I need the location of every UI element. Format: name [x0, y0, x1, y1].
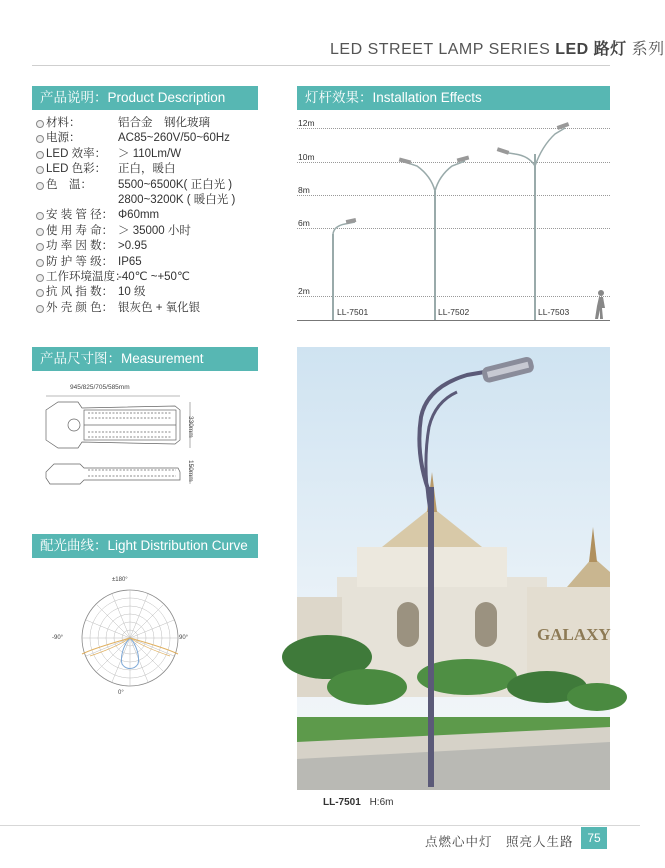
spec-label: 工作环境温度： [46, 270, 127, 283]
spec-label: LED 效率： [46, 147, 107, 160]
lamp-technical-drawing [40, 380, 200, 490]
spec-label: 色 温： [46, 178, 92, 191]
spec-row [36, 131, 276, 146]
series-title-cn: 系列 [631, 41, 665, 58]
series-title [330, 36, 665, 59]
bullet-icon [36, 305, 44, 313]
page-number: 75 [581, 827, 607, 849]
pole-ll-7501 [333, 218, 356, 320]
caption-height: H:6m [369, 797, 394, 808]
person-scale-icon [595, 290, 605, 319]
bullet-icon [36, 243, 44, 251]
bullet-icon [36, 151, 44, 159]
model-label-ll-7501: LL-7501 [337, 307, 369, 317]
spec-label: 抗 风 指 数： [46, 286, 114, 299]
bullet-icon [36, 166, 44, 174]
footer-slogan: 点燃心中灯 照亮人生路 [425, 835, 574, 849]
height-label-6m: 6m [298, 218, 310, 228]
poles-illustration [297, 116, 610, 322]
spec-row [36, 270, 276, 285]
light-curve-header: 配光曲线：Light Distribution Curve [32, 534, 258, 558]
bullet-icon [36, 228, 44, 236]
spec-label: 防 护 等 级： [46, 255, 114, 268]
bullet-icon [36, 289, 44, 297]
spec-row [36, 147, 276, 162]
photo-caption [323, 797, 393, 808]
spec-value: 铝合金 钢化玻璃 [118, 117, 210, 129]
spec-row [36, 224, 276, 239]
spec-value: ˃0.95 [118, 240, 148, 253]
spec-value: IP65 [118, 255, 142, 268]
installation-effects-header: 灯杆效果：Installation Effects [297, 86, 610, 110]
polar-bottom-label: 0° [118, 690, 124, 696]
length-dimension-label: 945/825/705/585mm [70, 384, 130, 391]
header-divider [32, 65, 610, 66]
measurement-header: 产品尺寸图：Measurement [32, 347, 258, 371]
spec-row [36, 301, 276, 316]
bullet-icon [36, 182, 44, 190]
polar-left-label: -90° [52, 635, 64, 641]
model-label-ll-7503: LL-7503 [538, 307, 570, 317]
spec-label: 材料： [46, 117, 81, 129]
height-label-12m: 12m [298, 118, 315, 128]
spec-row [36, 208, 276, 223]
spec-value: 2800~3200K ( 暖白光 ) [118, 193, 236, 206]
light-distribution-polar [52, 577, 200, 700]
lamp-side-view [46, 464, 180, 484]
polar-right-label: 90° [179, 635, 189, 641]
building-sign-text: GALAXY [537, 625, 611, 644]
product-description-header: 产品说明：Product Description [32, 86, 258, 110]
spec-value: 10 级 [118, 286, 146, 299]
bullet-icon [36, 120, 44, 128]
height-label-10m: 10m [298, 152, 315, 162]
spec-row [36, 285, 276, 300]
spec-row [36, 162, 276, 177]
spec-value: -40℃ ~+50℃ [118, 270, 190, 283]
spec-row [36, 255, 276, 270]
spec-row [36, 239, 276, 254]
spec-value: 5500~6500K( 正白光 ) [118, 178, 233, 191]
bullet-icon [36, 212, 44, 220]
lamp-top-view [46, 402, 180, 448]
caption-model: LL-7501 [323, 797, 361, 808]
installation-photo [297, 347, 610, 790]
height-label-8m: 8m [298, 185, 310, 195]
spec-label: LED 色彩： [46, 163, 107, 176]
spec-label: 外 壳 颜 色： [46, 301, 114, 314]
spec-value: AC85~260V/50~60Hz [118, 132, 230, 145]
street-scene-illustration [297, 347, 610, 790]
bullet-icon [36, 135, 44, 143]
pole-ll-7502 [399, 156, 470, 320]
spec-row [36, 178, 276, 193]
polar-top-label: ±180° [112, 577, 128, 583]
spec-row [36, 193, 276, 208]
spec-label: 使 用 寿 命： [46, 224, 114, 237]
height-dimension-label: 150mm [187, 460, 194, 482]
series-title-en: LED STREET LAMP SERIES [330, 41, 551, 58]
spec-value: ＞ 110Lm/W [118, 147, 182, 160]
spec-value: 正白，暖白 [118, 163, 176, 176]
spec-value: 银灰色 + 氧化银 [118, 301, 201, 314]
spec-label: 功 率 因 数： [46, 240, 114, 253]
model-label-ll-7502: LL-7502 [438, 307, 470, 317]
spec-label: 电源： [46, 132, 81, 145]
spec-label: 安 装 管 径： [46, 209, 114, 222]
height-label-2m: 2m [298, 286, 310, 296]
pole-ll-7503 [497, 122, 570, 320]
measurement-drawing [40, 380, 200, 490]
spec-row [36, 116, 276, 131]
spec-value: Φ60mm [118, 209, 160, 222]
series-title-cn-bold: LED 路灯 [555, 41, 627, 58]
width-dimension-label: 330mm [187, 416, 194, 438]
spec-value: ＞ 35000 小时 [118, 224, 191, 237]
spec-list [36, 116, 276, 316]
bullet-icon [36, 259, 44, 267]
installation-diagram [297, 116, 610, 322]
footer-divider [0, 825, 640, 826]
bullet-icon [36, 274, 44, 282]
